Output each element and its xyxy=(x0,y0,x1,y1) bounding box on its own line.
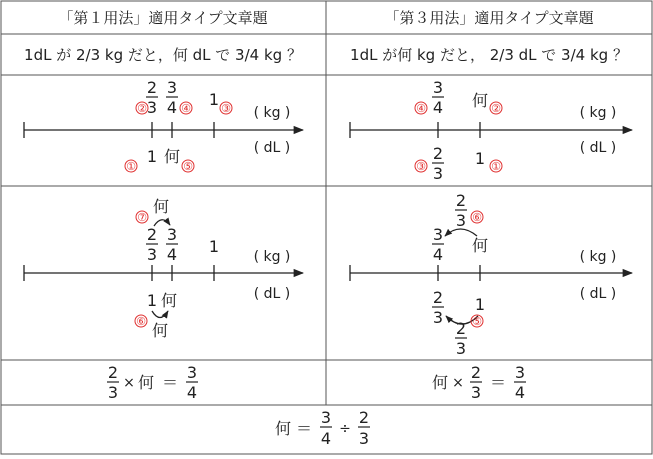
fraction-numerator: 3 xyxy=(166,78,178,97)
fraction-denominator: 4 xyxy=(320,429,332,448)
fraction-denominator: 4 xyxy=(432,245,444,264)
right-question: 1dL が何 kg だと， 2/3 dL で 3/4 kg ？ xyxy=(350,46,628,64)
unknown-value: 何 xyxy=(274,419,292,438)
table-grid xyxy=(1,1,652,454)
unknown-value: 何 xyxy=(163,147,181,166)
fraction-numerator: 2 xyxy=(146,225,158,244)
fraction-denominator: 4 xyxy=(432,98,444,117)
fraction-numerator: 3 xyxy=(166,225,178,244)
equals-sign: ＝ xyxy=(489,373,507,392)
marker-4: ④ xyxy=(416,102,426,115)
marker-1: ① xyxy=(126,160,136,173)
marker-3: ③ xyxy=(416,160,426,173)
unit-kg-label: ( kg ) xyxy=(579,249,617,265)
unknown-value: 何 xyxy=(152,197,170,216)
marker-5: ⑤ xyxy=(472,315,482,328)
unit-kg-label: ( kg ) xyxy=(253,249,291,265)
unknown-value: 何 xyxy=(431,373,449,392)
left-diagram-1 xyxy=(24,78,303,173)
unit-dl-label: ( dL ) xyxy=(579,286,617,302)
marker-1: ① xyxy=(491,160,501,173)
unit-kg-label: ( kg ) xyxy=(253,105,291,121)
fraction-numerator: 2 xyxy=(432,288,444,307)
fraction-numerator: 3 xyxy=(186,363,198,382)
fraction-numerator: 3 xyxy=(432,78,444,97)
fraction-numerator: 2 xyxy=(432,144,444,163)
multiply-arrow xyxy=(152,311,168,318)
fraction-denominator: 3 xyxy=(107,383,119,402)
final-equation xyxy=(275,408,370,448)
fraction-denominator: 4 xyxy=(166,245,178,264)
equals-sign: ＝ xyxy=(295,419,313,438)
right-equation xyxy=(432,363,526,402)
unit-dl-label: ( dL ) xyxy=(253,286,291,302)
right-header: 「第３用法」適用タイプ文章題 xyxy=(384,9,594,27)
marker-6: ⑥ xyxy=(136,315,146,328)
marker-3: ③ xyxy=(221,102,231,115)
fraction-denominator: 3 xyxy=(470,383,482,402)
fraction-denominator: 3 xyxy=(455,339,467,358)
value-one: 1 xyxy=(146,291,158,310)
unit-dl-label: ( dL ) xyxy=(253,140,291,156)
value-one: 1 xyxy=(474,149,486,168)
value-one: 1 xyxy=(208,237,220,256)
fraction-numerator: 3 xyxy=(514,363,526,382)
fraction-denominator: 4 xyxy=(186,383,198,402)
unknown-value: 何 xyxy=(151,321,169,340)
marker-6: ⑥ xyxy=(472,211,482,224)
marker-4: ④ xyxy=(181,102,191,115)
fraction-numerator: 2 xyxy=(455,191,467,210)
times-sign: × xyxy=(452,375,464,391)
fraction-denominator: 3 xyxy=(146,245,158,264)
fraction-numerator: 2 xyxy=(107,363,119,382)
fraction-numerator: 2 xyxy=(455,319,467,338)
unknown-value: 何 xyxy=(471,91,489,110)
unknown-value: 何 xyxy=(160,291,178,310)
marker-2: ② xyxy=(491,102,501,115)
fraction-denominator: 3 xyxy=(432,164,444,183)
unit-kg-label: ( kg ) xyxy=(579,105,617,121)
value-one: 1 xyxy=(208,90,220,109)
fraction-numerator: 3 xyxy=(320,408,332,427)
fraction-numerator: 2 xyxy=(470,363,482,382)
fraction-denominator: 4 xyxy=(166,98,178,117)
value-one: 1 xyxy=(474,295,486,314)
left-diagram-2 xyxy=(24,197,303,340)
fraction-numerator: 3 xyxy=(432,225,444,244)
marker-7: ⑦ xyxy=(137,211,147,224)
right-diagram-1 xyxy=(350,78,632,183)
unit-dl-label: ( dL ) xyxy=(579,140,617,156)
divide-sign: ÷ xyxy=(339,421,351,437)
fraction-denominator: 3 xyxy=(358,429,370,448)
fraction-denominator: 3 xyxy=(455,211,467,230)
right-diagram-2 xyxy=(350,191,632,358)
fraction-denominator: 3 xyxy=(146,98,158,117)
value-one: 1 xyxy=(146,147,158,166)
multiply-arrow xyxy=(445,229,477,236)
unknown-value: 何 xyxy=(137,373,155,392)
fraction-numerator: 2 xyxy=(358,408,370,427)
marker-5: ⑤ xyxy=(183,160,193,173)
left-header: 「第１用法」適用タイプ文章題 xyxy=(58,9,268,27)
times-sign: × xyxy=(123,375,135,391)
fraction-denominator: 3 xyxy=(432,308,444,327)
left-equation xyxy=(107,363,198,402)
marker-2: ② xyxy=(137,102,147,115)
unknown-value: 何 xyxy=(471,236,489,255)
left-question: 1dL が 2/3 kg だと，何 dL で 3/4 kg ？ xyxy=(24,46,302,64)
equals-sign: ＝ xyxy=(161,373,179,392)
fraction-numerator: 2 xyxy=(146,78,158,97)
fraction-denominator: 4 xyxy=(514,383,526,402)
